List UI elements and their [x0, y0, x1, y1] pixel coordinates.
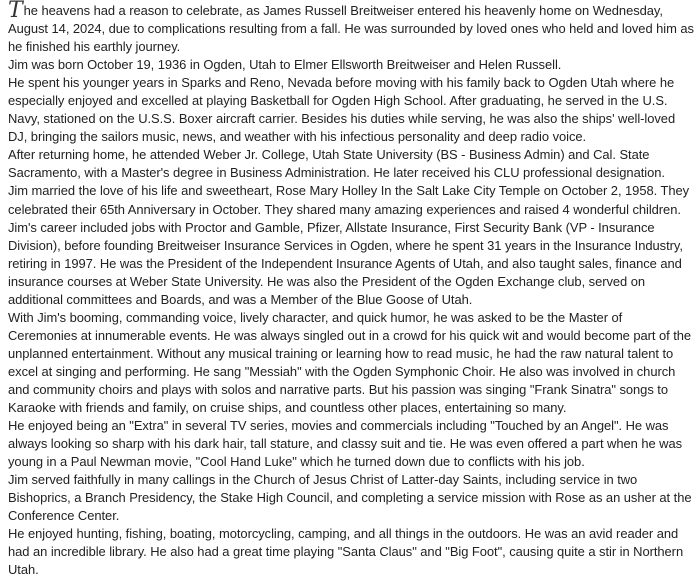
- paragraph-intro-text: he heavens had a reason to celebrate, as James Russell Breitweiser entered his heavenly home on Wednesday, August 14, 2024, due to complications resulting from a fall. He was surrounded by loved ones who held and loved him as he finished his earthly journey.: [8, 3, 694, 55]
- paragraph-acting: He enjoyed being an "Extra" in several TV series, movies and commercials including "Touched by an Angel". He was always looking so sharp with his dark hair, tall stature, and classy suit and tie. He was even offered a part when he was young in a Paul Newman movie, "Cool Hand Luke" which he turned down due to conflicts with his job.: [8, 418, 683, 470]
- paragraph-hobbies: He enjoyed hunting, fishing, boating, motorcycling, camping, and all things in the outdoors. He was an avid reader and had an incredible library. He also had a great time playing "Santa Claus" and "Big Foot", causing quite a stir in Northern Utah.: [8, 526, 684, 578]
- paragraph-youth-navy: He spent his younger years in Sparks and Reno, Nevada before moving with his family back to Ogden Utah where he especially enjoyed and excelled at playing Basketball for Ogden High School. After graduating, he served in the U.S. Navy, stationed on the U.S.S. Boxer aircraft carrier. Besides his duties while serving, he was also the ships' well-loved DJ, bringing the sailors music, news, and weather with his infectious personality and deep radio voice.: [8, 75, 676, 145]
- paragraph-marriage: Jim married the love of his life and sweetheart, Rose Mary Holley In the Salt Lake City Temple on October 2, 1958. They celebrated their 65th Anniversary in October. They shared many amazing experiences and raised 4 wonderful children.: [8, 183, 690, 217]
- paragraph-performing: With Jim's booming, commanding voice, lively character, and quick humor, he was asked to be the Master of Ceremonies at innumerable events. He was always singled out in a crowd for his quick wit and would become part of the unplanned entertainment. Without any musical training or learning how to read music, he had the raw natural talent to excel at singing and performing. He sang "Messiah" with the Ogden Symphonic Choir. He also was involved in church and community choirs and plays with solos and narrative parts. But his passion was singing "Frank Sinatra" songs to Karaoke with friends and family, on cruise ships, and countless other places, entertaining so many.: [8, 309, 692, 416]
- paragraph-education: After returning home, he attended Weber Jr. College, Utah State University (BS - Business Admin) and Cal. State Sacramento, with a Master's degree in Business Administration. He later received his CLU professional designation.: [8, 147, 665, 181]
- paragraph-birth: Jim was born October 19, 1936 in Ogden, Utah to Elmer Ellsworth Breitweiser and Helen Russell.: [8, 57, 562, 73]
- drop-cap-letter: T: [8, 0, 23, 23]
- paragraph-church-service: Jim served faithfully in many callings in the Church of Jesus Christ of Latter-day Saints, including service in two Bishoprics, a Branch Presidency, the Stake High Council, and completing a service mission with Rose as an usher at the Conference Center.: [8, 472, 692, 524]
- paragraph-intro: [8, 2, 694, 56]
- paragraph-career: Jim's career included jobs with Proctor and Gamble, Pfizer, Allstate Insurance, First Security Bank (VP - Insurance Division), before founding Breitweiser Insurance Services in Ogden, where he spent 31 years in the Insurance Industry, retiring in 1997. He was the President of the Independent Insurance Agents of Utah, and also taught sales, finance and insurance courses at Weber State University. He was also the President of the Ogden Exchange club, served on additional committees and Boards, and was a Member of the Blue Goose of Utah.: [8, 219, 683, 307]
